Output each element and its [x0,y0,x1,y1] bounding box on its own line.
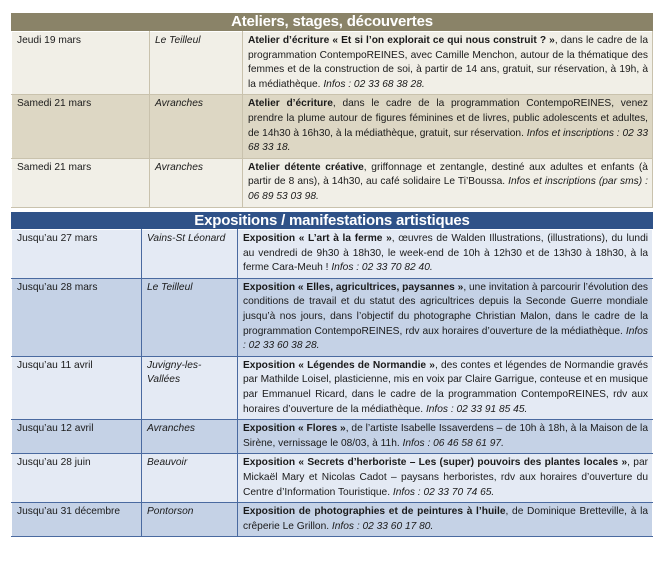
event-description [238,420,653,454]
event-title: Exposition « Légendes de Normandie » [243,359,435,371]
event-date: Jeudi 19 mars [12,32,150,95]
table-row [12,356,653,419]
table-row [12,95,653,158]
table-row [12,32,653,95]
event-info: Infos : 02 33 60 17 80. [331,520,434,532]
event-place: Beauvoir [142,454,238,503]
ateliers-heading: Ateliers, stages, découvertes [11,13,653,31]
event-details: , dans le cadre de la programmation ContempoREINES, venez prendre la plume autour de figures féminines et de livres, public adolescents et adultes, de 14h30 à 16h30, à la médiathèque, gratuit, sur réservation. [248,98,648,139]
event-info: Infos : 06 46 58 61 97. [402,437,504,449]
event-title: Exposition « L’art à la ferme » [243,233,392,244]
event-date: Jusqu’au 28 juin [12,454,142,503]
event-details: , des contes et légendes de Normandie gravés par Mathilde Loisel, plasticienne, mis en voix par Claire Garrigue, conteuse et en musique par Emmanuel Ricard, dans le cadre de la programmation ContempoREINES, rdv aux horaires d’ouverture de la médiathèque. [243,359,649,415]
event-description [243,95,653,158]
expositions-section [11,212,653,537]
event-title: Exposition « Flores » [243,423,346,435]
event-info: Infos : 02 33 60 38 28. [243,325,648,352]
ateliers-section [11,13,653,208]
table-row [12,454,653,503]
table-row [12,158,653,207]
event-details: , œuvres de Walden Illustrations, (illustrations), du lundi au vendredi de 9h30 à 18h30, le week-end de 10h à 12h30 et de 13h30 à 18h30, à la ferme Cara-Meuh ! [243,233,648,274]
event-place: Le Teilleul [150,32,243,95]
event-title: Exposition « Secrets d’herboriste – Les (super) pouvoirs des plantes locales » [243,457,628,469]
event-date: Jusqu’au 28 mars [12,278,142,356]
event-title: Atelier d’écriture « Et si l’on explorait ce qui nous construit ? » [248,35,555,46]
event-info: Infos : 02 33 70 82 40. [331,262,433,274]
event-info: Infos et inscriptions : 02 33 68 33 18. [248,127,648,154]
event-place: Avranches [142,420,238,454]
event-title: Exposition de photographies et de peintures à l’huile [243,506,506,518]
event-description [238,278,653,356]
event-description [238,230,653,279]
event-info: Infos : 02 33 70 74 65. [392,486,495,498]
event-description [238,503,653,537]
event-details: , de l’artiste Isabelle Issaverdens – de 10h à 18h, à la Maison de la Sirène, vernissage le 08/03, à 11h. [243,423,648,449]
event-details: , par Mickaël Mary et Nicolas Cadot – paysans herboristes, rdv aux horaires d’ouverture du Centre d’Information Touristique. [243,457,648,498]
table-row [12,278,653,356]
event-place: Avranches [150,95,243,158]
event-description [238,454,653,503]
event-date: Jusqu’au 31 décembre [12,503,142,537]
event-info: Infos : 02 33 68 38 28. [323,78,425,90]
event-details: , une invitation à parcourir l’évolution des conditions de travail et du statut des agricultrices depuis la Seconde Guerre mondiale jusqu’à nos jours, dans l’objectif du photographe Christian Malon, dans le cadre de la programmation ContempoREINES, rdv aux horaires d’ouverture de la médiathèque. [243,281,648,337]
event-date: Jusqu’au 11 avril [12,356,142,419]
event-details: , dans le cadre de la programmation ContempoREINES, avec Camille Menchon, autour de la thématique des femmes et de la construction de soi, à partir de 14 ans, gratuit, sur réservation, à 19h, à la médiathèque. [248,35,648,90]
expositions-table [11,229,653,537]
event-info: Infos et inscriptions (par sms) : 06 89 53 03 98. [248,176,648,202]
event-title: Atelier d’écriture [248,98,333,110]
event-date: Samedi 21 mars [12,95,150,158]
event-description [243,158,653,207]
event-description [243,32,653,95]
event-date: Jusqu’au 27 mars [12,230,142,279]
table-row [12,230,653,279]
ateliers-table [11,31,653,208]
table-row [12,503,653,537]
event-place: Pontorson [142,503,238,537]
event-title: Atelier détente créative [248,161,364,173]
event-info: Infos : 02 33 91 85 45. [425,403,528,415]
event-place: Vains-St Léonard [142,230,238,279]
event-details: , de Dominique Bretteville, à la crêperie Le Grillon. [243,506,649,532]
event-description [238,356,653,419]
event-date: Jusqu’au 12 avril [12,420,142,454]
expositions-heading: Expositions / manifestations artistiques [11,212,653,229]
event-date: Samedi 21 mars [12,158,150,207]
event-details: , griffonnage et zentangle, destiné aux adultes et enfants (à partir de 8 ans), à 14h30, au café solidaire Le Ti’Boussa. [248,161,648,188]
table-row [12,420,653,454]
event-place: Le Teilleul [142,278,238,356]
event-place: Avranches [150,158,243,207]
event-place: Juvigny-les-Vallées [142,356,238,419]
event-title: Exposition « Elles, agricultrices, paysannes » [243,281,464,293]
